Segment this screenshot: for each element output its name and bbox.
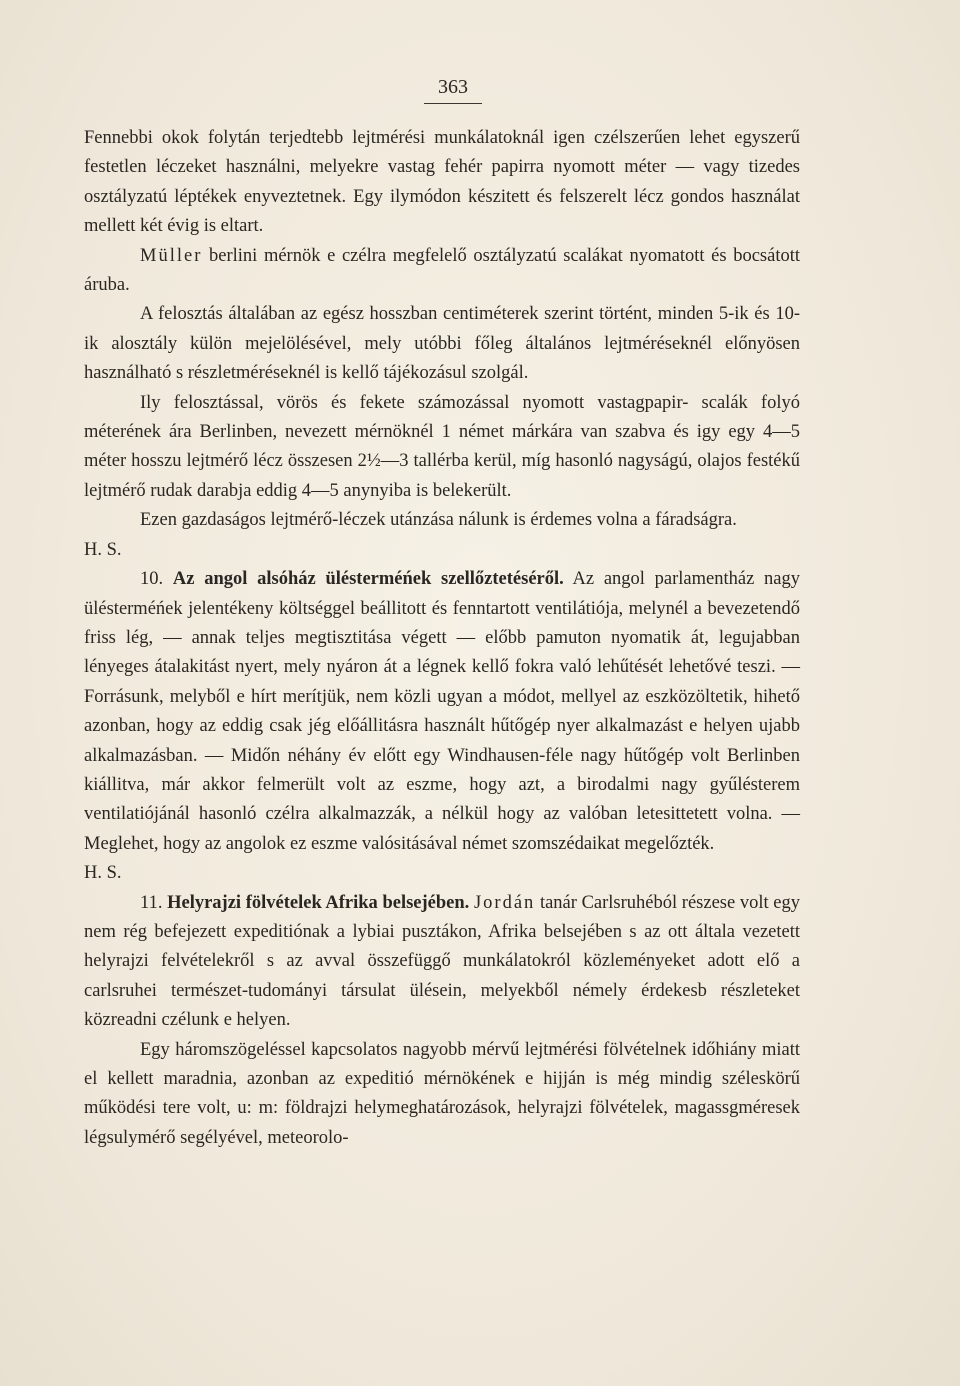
paragraph: A felosztás általában az egész hosszban centiméterek szerint történt, minden 5-ik és 10-ik alosztály külön mejelölésével, mely utóbbi főleg általános lejtméréseknél előnyösen használható s részletméréseknél is kellő tájékozásul szolgál. [84, 304, 800, 384]
paragraph: Egy háromszögeléssel kapcsolatos nagyobb mérvű lejtmérési fölvételnek időhiány miatt el kellett maradnia, azonban az expeditió mérnökének e hijján is még mindig széleskörű működési tere volt, u: m: földrajzi helymeghatározások, helyrajzi fölvételek, magassgméresek légsulymérő segélyével, meteorolo- [84, 1039, 800, 1148]
paragraph: Fennebbi okok folytán terjedtebb lejtmérési munkálatoknál igen czélszerűen lehet egyszerű festetlen léczeket használni, melyekre vastag fehér papirra nyomott méter — vagy tizedes osztályzatú léptékek enyveztetnek. Egy ilymódon készitett és felszerelt lécz gondos használat mellett két évig is eltart. [84, 128, 800, 237]
section-title: Az angol alsóház ülésterméńek szellőztetéséről. [172, 569, 564, 590]
paragraph [84, 242, 800, 301]
section-title: Helyrajzi fölvételek Afrika belsejében. [167, 892, 470, 913]
page-number: 363 [424, 76, 482, 104]
section-10 [84, 565, 800, 859]
signature: H. S. [84, 863, 122, 884]
section-11 [84, 889, 800, 1036]
paragraph: Ily felosztással, vörös és fekete számozással nyomott vastagpapir- scalák folyó méterének ára Berlinben, nevezett mérnöknél 1 német márkára van szabva és igy egy 4—5 méter hosszu lejtmérő lécz összesen 2½—3 tallérba kerül, míg hasonló nagyságú, olajos festékű lejtmérő rudak darabja eddig 4—5 anynyiba is belekerült. [84, 392, 800, 501]
person-name: Müller [140, 245, 203, 266]
body-text [84, 124, 800, 1153]
section-number: 11. [140, 892, 168, 913]
signature: H. S. [84, 539, 122, 560]
person-name: Jordán [473, 892, 536, 913]
paragraph-text: berlini mérnök e czélra megfelelő osztályzatú scalákat nyomatott és bocsátott áruba. [84, 245, 800, 296]
section-number: 10. [140, 569, 173, 590]
section-text: tanár Carlsruhéból részese volt egy nem rég befejezett expeditiónak a lybiai pusztákon, Afrika belsejében s az ott általa vezetett helyrajzi felvételekről s az avval összefüggő munkálatokról közleményeket adott elő a carlsruhei természet-tudományi társulat ülésein, melyekből némely érdekesb részleteket közreadni czélunk e helyen. [84, 892, 800, 1031]
section-text: Az angol parlamentház nagy ülésterméńek jelentékeny költséggel beállitott és fenntartott ventilátiója, melynél a bevezetendő friss lég, — annak teljes megtisztitása végett — előbb pamuton nyomatik át, legujabban lényeges átalakitást nyert, mely nyáron át a légnek kellő fokra való lehűtését lehetővé teszi. — Forrásunk, melyből e hírt merítjük, nem közli ugyan a módot, mellyel az eszközöltetik, hihető azonban, hogy az eddig csak jég előállitásra használt hűtőgép nyer alkalmazást e helyen ujabb alkalmazásban. — Midőn néhány év előtt egy Windhausen-féle nagy hűtőgép volt Berlinben kiállitva, már akkor felmerült volt az eszme, hogy azt, a birodalmi nagy gyűlésterem ventilatiójánál hasonló czélra alkalmazzák, a nélkül hogy az valóban letesittetett volna. — Meglehet, hogy az angolok ez eszme valósitásával német szomszédaikat megelőzték. [84, 569, 801, 854]
paragraph: Ezen gazdaságos lejtmérő-léczek utánzása nálunk is érdemes volna a fáradságra. [140, 510, 737, 531]
